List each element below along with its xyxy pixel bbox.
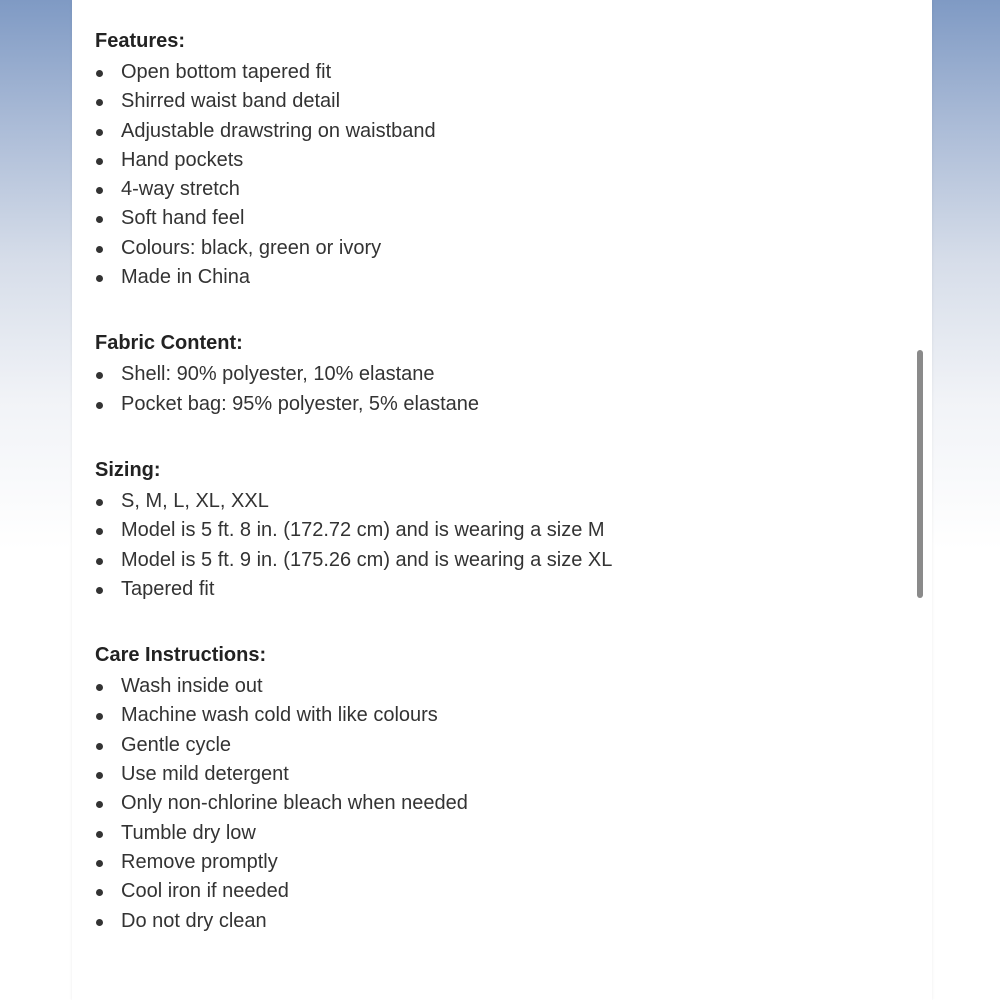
sizing-section: [95, 457, 695, 604]
list-item: Model is 5 ft. 9 in. (175.26 cm) and is wearing a size XL: [95, 546, 695, 575]
list-item: Hand pockets: [95, 146, 695, 175]
product-details-content: [95, 28, 695, 974]
list-item: Pocket bag: 95% polyester, 5% elastane: [95, 390, 695, 419]
list-item: Remove promptly: [95, 848, 695, 877]
list-item: Colours: black, green or ivory: [95, 234, 695, 263]
list-item: Shell: 90% polyester, 10% elastane: [95, 360, 695, 389]
list-item: Model is 5 ft. 8 in. (172.72 cm) and is wearing a size M: [95, 516, 695, 545]
features-list: [95, 58, 695, 292]
section-heading: Sizing:: [95, 458, 161, 481]
list-item: Shirred waist band detail: [95, 87, 695, 116]
list-item: Open bottom tapered fit: [95, 58, 695, 87]
features-section: [95, 28, 695, 292]
section-heading: Features:: [95, 30, 186, 52]
list-item: Soft hand feel: [95, 204, 695, 233]
list-item: Machine wash cold with like colours: [95, 701, 695, 730]
list-item: 4-way stretch: [95, 175, 695, 204]
list-item: Adjustable drawstring on waistband: [95, 117, 695, 146]
list-item: Gentle cycle: [95, 731, 695, 760]
fabric-content-section: [95, 330, 695, 419]
fabric-content-list: [95, 360, 695, 419]
list-item: Made in China: [95, 263, 695, 292]
list-item: Only non-chlorine bleach when needed: [95, 789, 695, 818]
section-heading: Fabric Content:: [95, 332, 243, 355]
care-instructions-section: [95, 642, 695, 936]
section-heading: Care Instructions:: [95, 644, 267, 667]
right-background: [932, 0, 1000, 1000]
left-background: [0, 0, 72, 1000]
care-instructions-list: [95, 672, 695, 936]
list-item: S, M, L, XL, XXL: [95, 487, 695, 516]
list-item: Do not dry clean: [95, 907, 695, 936]
sizing-list: [95, 487, 695, 604]
list-item: Use mild detergent: [95, 760, 695, 789]
product-details-panel: [72, 0, 932, 1000]
list-item: Wash inside out: [95, 672, 695, 701]
list-item: Tumble dry low: [95, 819, 695, 848]
list-item: Tapered fit: [95, 575, 695, 604]
list-item: Cool iron if needed: [95, 877, 695, 906]
vertical-scrollbar[interactable]: [917, 350, 923, 598]
